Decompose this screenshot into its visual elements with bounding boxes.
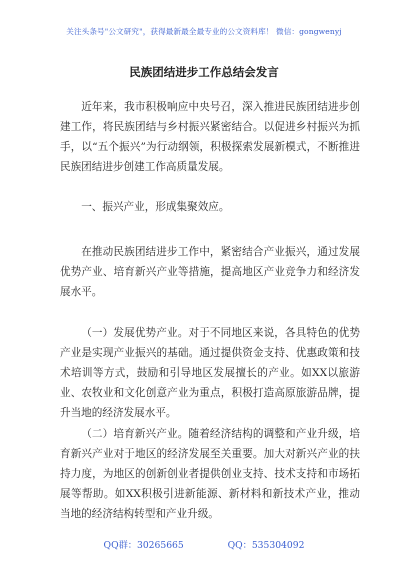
paragraph-intro: 近年来，我市积极响应中央号召，深入推进民族团结进步创建工作，将民族团结与乡村振兴紧密结合。以促进乡村振兴为抓手，以“五个振兴”为行动纲领，积极探索发展新模式，不断推进民族团结进步创建工作高质量发展。	[60, 101, 360, 173]
paragraph-subsection-1: （一）发展优势产业。对于不同地区来说，各具特色的优势产业是实现产业振兴的基础。通过提供资金支持、优惠政策和技术培训等方式，鼓励和引导地区发展擅长的产业。如XX以旅游业、农牧业和文化创意产业为重点，积极打造高原旅游品牌，提升当地的经济发展水平。	[60, 327, 360, 419]
footer-contacts	[0, 537, 408, 551]
section-heading-1: 一、振兴产业，形成集聚效应。	[81, 201, 230, 213]
footer-qq-group: QQ群：30265665	[103, 540, 184, 551]
paragraph-section-1: 在推动民族团结进步工作中，紧密结合产业振兴，通过发展优势产业、培育新兴产业等措施，提高地区产业竞争力和经济发展水平。	[60, 246, 360, 298]
header-notice: 关注头条号"公文研究"，获得最新最全最专业的公文资料库！ 微信：gongwenyj	[66, 27, 342, 36]
paragraph-subsection-2: （二）培育新兴产业。随着经济结构的调整和产业升级，培育新兴产业对于地区的经济发展至关重要。加大对新兴产业的扶持力度，为地区的创新创业者提供创业支持、技术支持和市场拓展等帮助。如XX积极引进新能源、新材料和新技术产业，推动当地的经济结构转型和产业升级。	[60, 428, 360, 520]
footer-qq: QQ：535304092	[227, 540, 305, 551]
page-title: 民族团结进步工作总结会发言	[129, 65, 279, 79]
